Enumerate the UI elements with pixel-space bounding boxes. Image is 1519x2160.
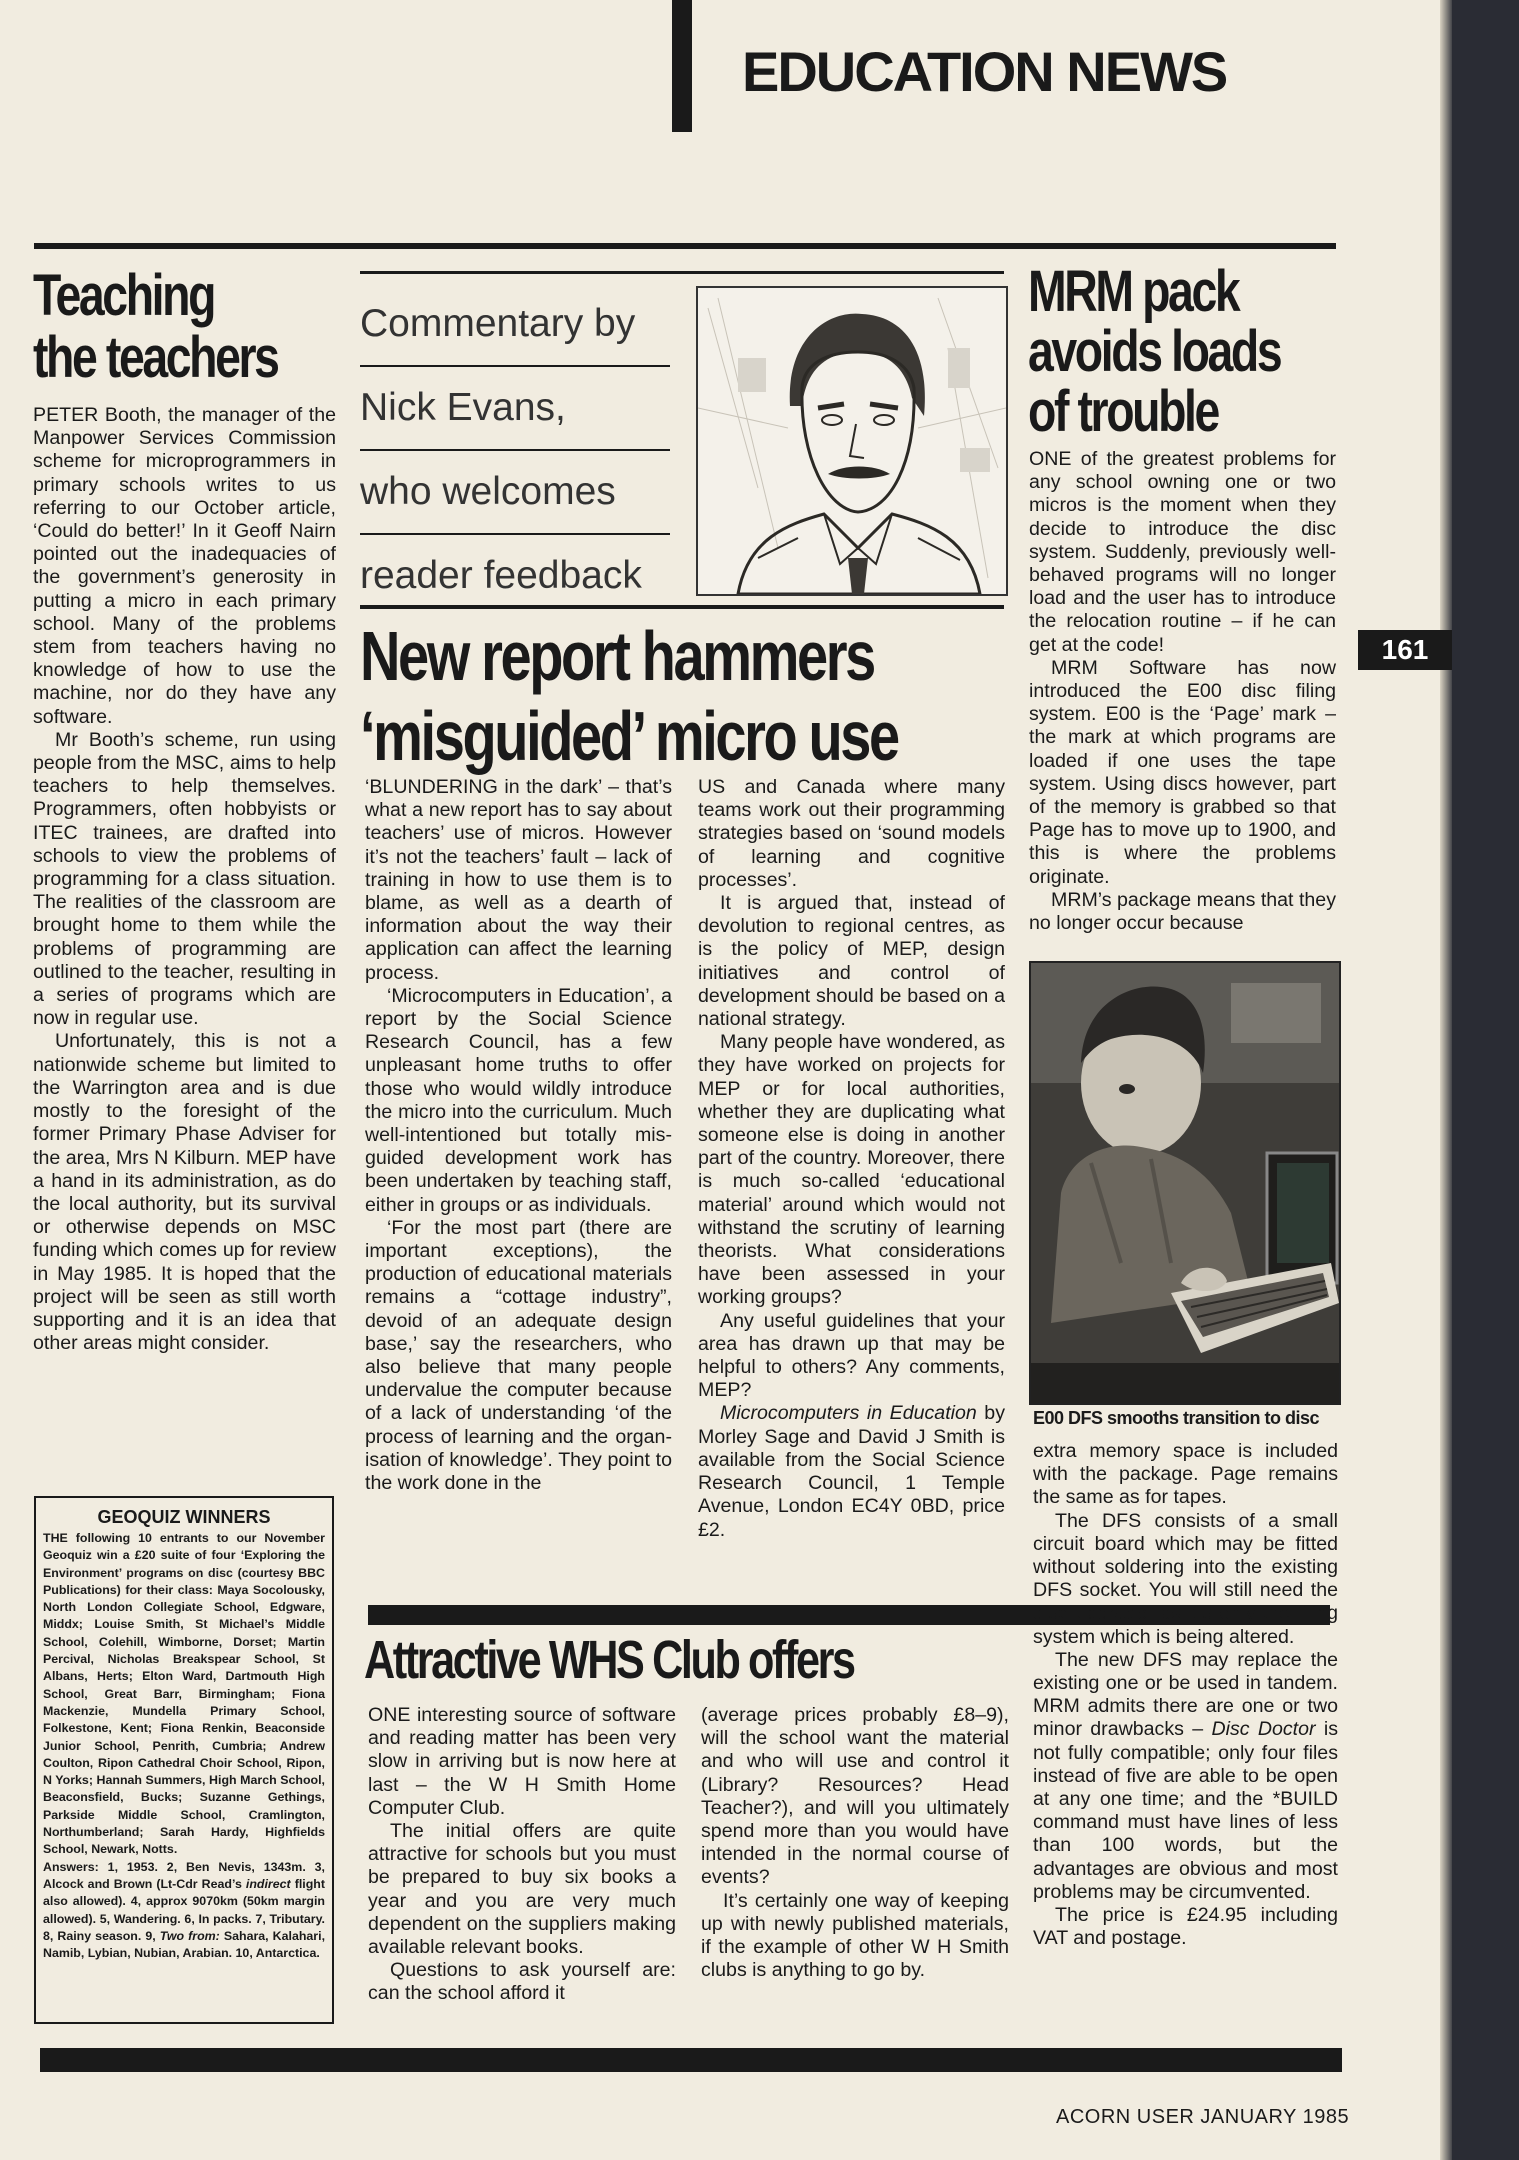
report-column-1 — [365, 776, 672, 1495]
commentary-byline — [360, 283, 670, 617]
mrm-headline — [1028, 259, 1332, 444]
teaching-headline-line2: the teachers — [33, 325, 278, 390]
report-column-2 — [698, 776, 1005, 1542]
whs-paragraph: (average prices probably £8–9), will the school want the material and who will use and control it (Library? Resources? Head Teacher?), and will you ultimately spend more than you would have intended in the normal course of events? — [701, 1704, 1009, 1889]
geoquiz-box — [34, 1496, 334, 2024]
commentary-line: Nick Evans, — [360, 367, 670, 451]
report-book-title: Microcomputers in Education — [720, 1402, 977, 1425]
report-headline — [360, 616, 1032, 776]
whs-paragraph: Questions to ask yourself are: can the school afford it — [368, 1959, 676, 2005]
whs-paragraph: ONE interesting source of software and reading matter has been very slow in arriving but is now here at last – the W H Smith Home Computer Club. — [368, 1704, 676, 1819]
geoquiz-winners: THE following 10 entrants to our November Geoquiz win a £20 suite of four ‘Exploring the Environment’ programs on disc (courtesy BBC Publications) for their class: Maya Socolousky, North London Collegiate School, Edgware, Middx; Louise Smith, St Michael’s Middle School, Colehill, Wimborne, Dorset; Martin Percival, Nicholas Breakspear School, St Albans, Herts; Elton Ward, Dartmouth High School, Great Barr, Birmingham; Fiona Mackenzie, Mundella Primary School, Folkestone, Kent; Fiona Renkin, Beaconside Junior School, Penrith, Cumbria; Andrew Coulton, Ripon Cathedral Choir School, Ripon, N Yorks; Hannah Summers, High March School, Beaconsfield, Bucks; Suzanne Gethings, Parkside Middle School, Cramlington, Northumberland; Sarah Hardy, Highfields School, Newark, Notts. — [43, 1531, 325, 1857]
mrm-paragraph: ONE of the greatest problems for any school owning one or two micros is the moment when they decide to introduce the disc system. Suddenly, previously well-behaved programs will no longer load and the user has to introduce the relocation routine – if he can get at the code! — [1029, 448, 1336, 656]
mrm-paragraph: The DFS consists of a small circuit board which may be fitted without soldering into the existing DFS socket. You will still need the disc upgrade, as it’s only the filing system which is being altered. — [1033, 1509, 1338, 1648]
mrm-paragraph: extra memory space is included with the package. Page remains the same as for tapes. — [1033, 1440, 1338, 1509]
whs-paragraph: The initial offers are quite attractive for schools but you must be prepared to buy six books a year and you are very much dependent on the suppliers making available relevant books. — [368, 1820, 676, 1959]
geoquiz-answers-mid: flight also allowed). 4, approx 9070km (50km margin allowed). 5, Wandering. 6, In packs. 7, Tributary. 8, Rainy season. 9, — [43, 1876, 325, 1943]
geoquiz-answers-tail: Sahara, Kalahari, Namib, Lybian, Nubian, Arabian. 10, Antarctica. — [43, 1928, 326, 1961]
report-paragraph: US and Canada where many teams work out their programming strategies based on ‘sound models of learning and cognitive processes’. — [698, 776, 1005, 891]
mrm-paragraph: MRM Software has now introduced the E00 disc filing system. E00 is the ‘Page’ mark – the mark at which programs are loaded if one uses the tape system. Using discs however, part of the memory is grabbed so that Page has to move up to 1900, and this is where the problems originate. — [1029, 656, 1336, 888]
photo-caption: E00 DFS smooths transition to disc — [1033, 1408, 1320, 1428]
bottom-rule-bar — [40, 2048, 1342, 2072]
commentary-bottom-rule — [360, 605, 1004, 609]
teaching-paragraph: PETER Booth, the manager of the Manpower Services Commission scheme for microprogrammers in primary schools writes to us referring to our October article, ‘Could do better!’ In it Geoff Nairn pointed out the inadequacies of the government’s generosity in putting a micro in each primary school. Many of the problems stem from teachers having no knowledge of how to use the machine, nor do they have any software. — [33, 404, 336, 728]
whs-headline: Attractive WHS Club offers — [364, 1630, 854, 1690]
report-book-details: by Morley Sage and David J Smith is available from the Social Science Research Council, 1 Temple Avenue, London EC4Y 0BD, price £2. — [698, 1402, 1006, 1541]
report-paragraph: ‘For the most part (there are important exceptions), the production of educational materials remains a “cottage industry”, devoid of an adequate design base,’ say the researchers, who also believe that many people undervalue the computer because of a lack of understanding ‘of the process of learning and the organisation of knowledge’. They point to the work done in the — [365, 1216, 672, 1495]
whs-paragraph: It’s certainly one way of keeping up with newly published materials, if the example of other W H Smith clubs is anything to go by. — [701, 1889, 1009, 1982]
section-marker-block — [672, 0, 692, 132]
mrm-paragraph: MRM’s package means that they no longer occur because — [1029, 888, 1336, 935]
report-paragraph: Any useful guidelines that your area has drawn up that may be helpful to others? Any comments, MEP? — [698, 1309, 1005, 1402]
report-paragraph: ‘BLUNDERING in the dark’ – that’s what a new report has to say about teachers’ use of micros. However it’s not the teachers’ fault – lack of training in how to use them is to blame, as well as a dearth of information about the way their application can affect the learning process. — [365, 776, 672, 984]
geoquiz-title: GEOQUIZ WINNERS — [97, 1507, 271, 1527]
commentary-top-rule — [360, 271, 1004, 274]
commentary-line: Commentary by — [360, 283, 670, 367]
mrm-column-1 — [1029, 448, 1336, 935]
mrm-headline-line2: avoids loads — [1028, 319, 1281, 384]
teaching-article-body — [33, 404, 336, 1355]
mrm-p3-lead: The new DFS may replace the existing one or be used in tandem. MRM admits there are one or two minor drawbacks – — [1033, 1648, 1338, 1741]
geoquiz-answers-italic: Two from: — [159, 1928, 220, 1943]
mrm-headline-line1: MRM pack — [1028, 259, 1239, 324]
mrm-headline-line3: of trouble — [1028, 379, 1218, 444]
geoquiz-answers-italic: indirect — [245, 1876, 291, 1891]
teaching-paragraph: Unfortunately, this is not a nationwide scheme but limited to the Warrington area and is due mostly to the foresight of the former Primary Phase Adviser for the area, Mrs N Kilburn. MEP have a hand in its administration, as do the local authority, but its survival or otherwise depends on MSC funding which comes up for review in May 1985. It is hoped that the project will be seen as still worth supporting and it is an idea that other areas might consider. — [33, 1030, 336, 1355]
report-headline-line1: New report hammers — [360, 617, 874, 695]
mrm-p3-product: Disc Doctor — [1211, 1718, 1316, 1741]
top-rule — [34, 243, 1336, 249]
commentary-line: who welcomes — [360, 451, 670, 535]
footer-issue-line: ACORN USER JANUARY 1985 — [1056, 2106, 1350, 2128]
teaching-headline — [33, 265, 313, 389]
commentary-line: reader feedback — [360, 554, 642, 597]
page-number-tab: 161 — [1358, 630, 1452, 670]
whs-column-2 — [701, 1704, 1009, 1982]
mrm-column-2 — [1033, 1440, 1338, 1950]
page-edge — [1452, 0, 1519, 2160]
report-paragraph — [698, 1402, 1005, 1541]
report-paragraph: Many people have wondered, as they have worked on projects for MEP or for local authorities, whether they are duplicating what someone else is doing in another part of the country. Moreover, there is much so-called ‘educational material’ around which would not withstand the scrutiny of learning theorists. What considerations have been assessed in your working groups? — [698, 1031, 1005, 1309]
photo-boy-at-computer — [1029, 961, 1341, 1405]
teaching-paragraph: Mr Booth’s scheme, run using people from the MSC, aims to help teachers to help themselves. Programmers, often hobbyists or ITEC trainees, are drafted into schools to view the problems of programming for a class situation. The realities of the classroom are brought home to them while the problems of programming are outlined to the teacher, resulting in a series of programs which are now in regular use. — [33, 728, 336, 1030]
whs-column-1 — [368, 1704, 676, 2006]
author-portrait-illustration — [696, 286, 1008, 596]
teaching-headline-line1: Teaching — [33, 263, 215, 328]
section-title: EDUCATION NEWS — [742, 40, 1227, 103]
mrm-paragraph: The price is £24.95 including VAT and postage. — [1033, 1904, 1338, 1950]
geoquiz-answers-lead: Answers: 1, 1953. 2, Ben Nevis, 1343m. 3, Alcock and Brown (Lt-Cdr Read’s — [43, 1859, 325, 1891]
mrm-p3-tail: is not fully compatible; only four files instead of five are able to be open at any one time; and the *BUILD command must have lines of less than 100 words, but the advantages are obvious and most problems may be circumvented. — [1033, 1718, 1338, 1903]
report-headline-line2: ‘misguided’ micro use — [360, 697, 898, 775]
report-paragraph: It is argued that, instead of devolution to regional centres, as is the policy of MEP, design initiatives and control of development should be based on a national strategy. — [698, 892, 1005, 1031]
report-paragraph: ‘Microcomputers in Education’, a report by the Social Science Research Council, has a few unpleasant home truths to offer those who would wildly introduce the micro into the curriculum. Much well-intentioned but totally misguided development work has been undertaken by teaching staff, either in groups or as individuals. — [365, 984, 672, 1216]
mrm-paragraph — [1033, 1649, 1338, 1904]
geoquiz-answers — [43, 1859, 325, 1963]
